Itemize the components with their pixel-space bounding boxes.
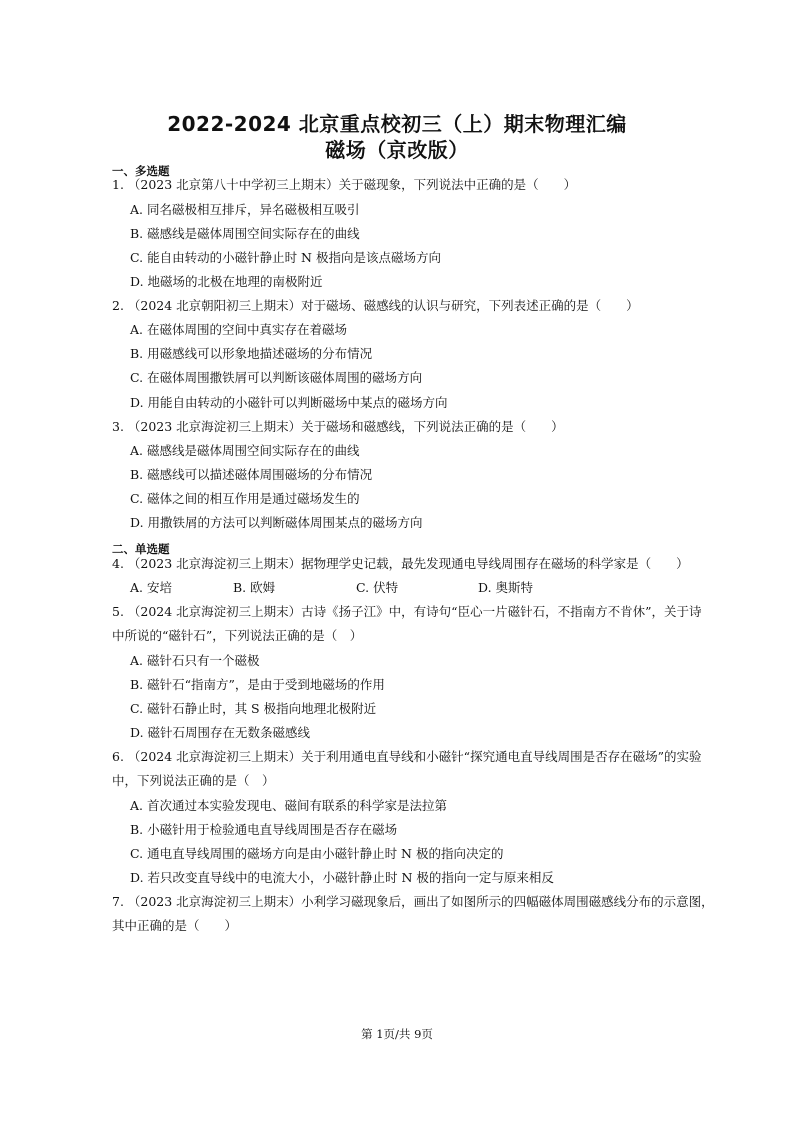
question-7-stem-line-1: 7. （2023 北京海淀初三上期末）小利学习磁现象后，画出了如图所示的四幅磁体周围磁感线分布的示意图， xyxy=(112,894,714,909)
question-4-option-c: C. 伏特 xyxy=(356,580,399,595)
question-6-option-a: A. 首次通过本实验发现电、磁间有联系的科学家是法拉第 xyxy=(130,798,447,813)
question-4-options xyxy=(130,580,690,596)
question-2-stem: 2. （2024 北京朝阳初三上期末）对于磁场、磁感线的认识与研究，下列表述正确的是（ ） xyxy=(112,298,639,313)
question-4-stem: 4. （2023 北京海淀初三上期末）据物理学史记载，最先发现通电导线周围存在磁场的科学家是（ ） xyxy=(112,556,689,571)
page-number-footer: 第 1页/共 9页 xyxy=(361,1027,433,1041)
question-5-option-d: D. 磁针石周围存在无数条磁感线 xyxy=(130,725,311,740)
question-6-stem-line-1: 6. （2024 北京海淀初三上期末）关于利用通电直导线和小磁针“探究通电直导线周围是否存在磁场”的实验 xyxy=(112,749,702,764)
question-6-option-b: B. 小磁针用于检验通电直导线周围是否存在磁场 xyxy=(130,822,398,837)
question-1-stem: 1. （2023 北京第八十中学初三上期末）关于磁现象，下列说法中正确的是（ ） xyxy=(112,177,577,192)
question-1-option-d: D. 地磁场的北极在地理的南极附近 xyxy=(130,274,323,289)
question-3-option-d: D. 用撒铁屑的方法可以判断磁体周围某点的磁场方向 xyxy=(130,515,423,530)
question-6-stem-line-2: 中，下列说法正确的是（ ） xyxy=(112,773,275,788)
document-title: 2022-2024 北京重点校初三（上）期末物理汇编 xyxy=(167,112,627,136)
question-2-option-c: C. 在磁体周围撒铁屑可以判断该磁体周围的磁场方向 xyxy=(130,370,423,385)
question-1-option-b: B. 磁感线是磁体周围空间实际存在的曲线 xyxy=(130,226,360,241)
section-heading-multiple-choice: 一、多选题 xyxy=(112,164,170,178)
question-3-option-a: A. 磁感线是磁体周围空间实际存在的曲线 xyxy=(130,443,360,458)
question-5-option-a: A. 磁针石只有一个磁极 xyxy=(130,653,260,668)
question-3-option-b: B. 磁感线可以描述磁体周围磁场的分布情况 xyxy=(130,467,373,482)
question-3-stem: 3. （2023 北京海淀初三上期末）关于磁场和磁感线，下列说法正确的是（ ） xyxy=(112,419,564,434)
question-2-option-b: B. 用磁感线可以形象地描述磁场的分布情况 xyxy=(130,346,373,361)
question-6-option-d: D. 若只改变直导线中的电流大小，小磁针静止时 N 极的指向一定与原来相反 xyxy=(130,870,554,885)
question-5-option-b: B. 磁针石“指南方”，是由于受到地磁场的作用 xyxy=(130,677,385,692)
section-heading-single-choice: 二、单选题 xyxy=(112,542,170,556)
question-1-option-c: C. 能自由转动的小磁针静止时 N 极指向是该点磁场方向 xyxy=(130,250,441,265)
question-3-option-c: C. 磁体之间的相互作用是通过磁场发生的 xyxy=(130,491,360,506)
question-1-option-a: A. 同名磁极相互排斥，异名磁极相互吸引 xyxy=(130,202,360,217)
document-subtitle: 磁场（京改版） xyxy=(325,138,469,162)
question-5-stem-line-1: 5. （2024 北京海淀初三上期末）古诗《扬子江》中，有诗句“臣心一片磁针石，不指南方不肯休”，关于诗 xyxy=(112,604,702,619)
question-7-stem-line-2: 其中正确的是（ ） xyxy=(112,918,238,933)
question-5-option-c: C. 磁针石静止时，其 S 极指向地理北极附近 xyxy=(130,701,377,716)
question-4-option-a: A. 安培 xyxy=(130,580,172,595)
question-6-option-c: C. 通电直导线周围的磁场方向是由小磁针静止时 N 极的指向决定的 xyxy=(130,846,504,861)
question-4-option-d: D. 奥斯特 xyxy=(478,580,534,595)
question-5-stem-line-2: 中所说的“磁针石”，下列说法正确的是（ ） xyxy=(112,628,363,643)
question-4-option-b: B. 欧姆 xyxy=(233,580,276,595)
question-2-option-a: A. 在磁体周围的空间中真实存在着磁场 xyxy=(130,322,347,337)
question-2-option-d: D. 用能自由转动的小磁针可以判断磁场中某点的磁场方向 xyxy=(130,395,448,410)
